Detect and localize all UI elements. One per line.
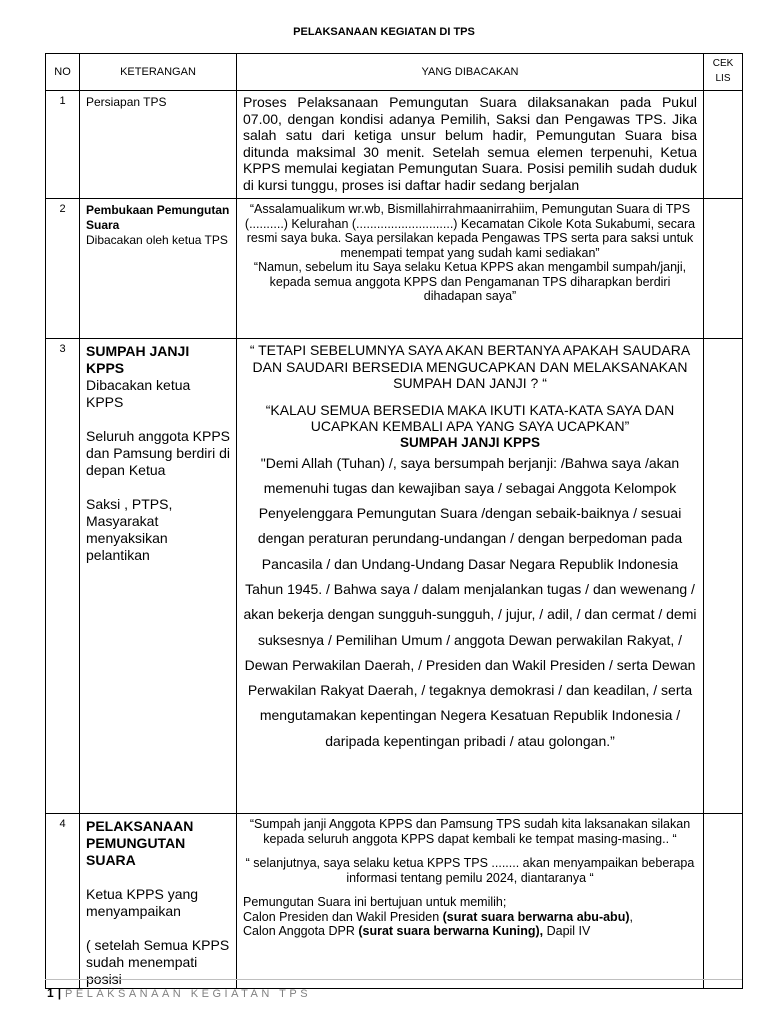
row-number: 2	[46, 199, 80, 339]
keterangan-line: Dibacakan ketua KPPS	[86, 377, 191, 410]
keterangan-line: Ketua KPPS yang menyampaikan	[86, 886, 199, 919]
question-text: “ TETAPI SEBELUMNYA SAYA AKAN BERTANYA APAKAH SAUDARA DAN SAUDARI BERSEDIA MENGUCAPKAN DAN MELAKSANAKAN SUMPAH DAN JANJI ? “	[249, 342, 691, 391]
keterangan-text: Persiapan TPS	[86, 95, 167, 109]
table-row	[46, 339, 743, 814]
table-row	[46, 91, 743, 199]
keterangan-line: Saksi , PTPS, Masyarakat menyaksikan pelantikan	[86, 496, 173, 563]
footer-separator: |	[57, 986, 62, 1000]
header-ceklis-line-2: LIS	[715, 73, 731, 84]
keterangan-heading: Pembukaan Pemungutan Suara	[86, 203, 230, 232]
keterangan-heading: SUMPAH JANJI KPPS	[86, 343, 190, 376]
ballot-color-note: (surat suara berwarna Kuning),	[358, 924, 544, 938]
reading-paragraph: “Assalamualikum wr.wb, Bismillahirrahmaanirrahiim, Pemungutan Suara di TPS (..........) Kelurahan (............................) Kecamatan Cikole Kota Sukabumi, secara resmi saya buka. Saya persilakan kepada Pengawas TPS serta para saksi untuk menempati tempat yang sudah kami sediakan”	[244, 202, 696, 260]
activity-table	[45, 53, 743, 989]
reading-paragraph: “Sumpah janji Anggota KPPS dan Pamsung TPS sudah kita laksanakan silakan kepada seluruh anggota KPPS dapat kembali ke tempat masing-masing.. “	[249, 817, 691, 846]
row-yang-dibacakan	[237, 814, 704, 989]
row-keterangan	[80, 814, 237, 989]
header-ceklis-line-1: CEK	[712, 58, 734, 69]
keterangan-heading: PELAKSANAAN PEMUNGUTAN SUARA	[86, 818, 194, 868]
header-yang-dibacakan: YANG DIBACAKAN	[237, 54, 704, 91]
reading-paragraph: Pemungutan Suara ini bertujuan untuk memilih;	[243, 895, 507, 909]
row-keterangan	[80, 199, 237, 339]
reading-text: Proses Pelaksanaan Pemungutan Suara dilaksanakan pada Pukul 07.00, dengan kondisi adanya Pemilih, Saksi dan Pengawas TPS. Jika salah satu dari ketiga unsur belum hadir, Pemungutan Suara bisa ditunda maksimal 30 menit. Setelah semua elemen terpenuhi, Ketua KPPS memulai kegiatan Pemungutan Suara. Posisi pemilih sudah duduk di kursi tunggu, proses isi daftar hadir sedang berjalan	[243, 94, 697, 193]
ballot-color-note: (surat suara berwarna abu-abu)	[442, 909, 630, 924]
row-keterangan	[80, 339, 237, 814]
ballot-line-president	[243, 910, 697, 925]
reading-paragraph: “ selanjutnya, saya selaku ketua KPPS TPS ........ akan menyampaikan beberapa informasi tentang pemilu 2024, diantaranya “	[245, 856, 695, 885]
row-keterangan	[80, 91, 237, 199]
keterangan-line: Seluruh anggota KPPS dan Pamsung berdiri di depan Ketua	[86, 428, 230, 478]
row-yang-dibacakan	[237, 339, 704, 814]
page-footer	[47, 986, 311, 1000]
keterangan-note: Dibacakan oleh ketua TPS	[86, 233, 228, 247]
header-no: NO	[46, 54, 80, 91]
row-yang-dibacakan	[237, 91, 704, 199]
header-ceklis	[704, 54, 743, 91]
row-number: 4	[46, 814, 80, 989]
oath-title: SUMPAH JANJI KPPS	[399, 434, 541, 450]
ballot-suffix: ,	[629, 909, 633, 924]
table-row	[46, 199, 743, 339]
row-yang-dibacakan	[237, 199, 704, 339]
checklist-cell[interactable]	[704, 199, 743, 339]
page-number: 1	[47, 986, 54, 1000]
page-title: PELAKSANAAN KEGIATAN DI TPS	[293, 26, 475, 38]
ballot-suffix: Dapil IV	[543, 924, 591, 938]
instruction-text: “KALAU SEMUA BERSEDIA MAKA IKUTI KATA-KATA SAYA DAN UCAPKAN KEMBALI APA YANG SAYA UCAPKAN”	[265, 401, 675, 434]
footer-divider	[45, 979, 742, 980]
footer-text: PELAKSANAAN KEGIATAN TPS	[65, 988, 312, 1000]
row-number: 3	[46, 339, 80, 814]
table-header-row	[46, 54, 743, 91]
ballot-label: Calon Anggota DPR	[243, 924, 359, 938]
keterangan-line: ( setelah Semua KPPS sudah menempati posisi	[86, 937, 230, 987]
table-row	[46, 814, 743, 989]
checklist-cell[interactable]	[704, 814, 743, 989]
header-keterangan: KETERANGAN	[80, 54, 237, 91]
checklist-cell[interactable]	[704, 91, 743, 199]
ballot-line-dpr	[243, 924, 697, 939]
row-number: 1	[46, 91, 80, 199]
oath-text: "Demi Allah (Tuhan) /, saya bersumpah berjanji: /Bahwa saya /akan memenuhi tugas dan kewajiban saya / sebagai Anggota Kelompok Penyelenggara Pemungutan Suara /dengan sebaik-baiknya / sesuai dengan peraturan perundang-undangan / dengan berpedoman pada Pancasila / dan Undang-Undang Dasar Negara Republik Indonesia Tahun 1945. / Bahwa saya / dalam menjalankan tugas / dan wewenang / akan bekerja dengan sungguh-sungguh, / jujur, / adil, / dan cermat / demi suksesnya / Pemilihan Umum / anggota Dewan perwakilan Rakyat, / Dewan Perwakilan Daerah, / Presiden dan Wakil Presiden / serta Dewan Perwakilan Rakyat Daerah, / tegaknya demokrasi / dan keadilan, / serta mengutamakan kepentingan Negera Kesatuan Republik Indonesia / daripada kepentingan pribadi / atau golongan.”	[243, 454, 697, 749]
reading-paragraph: “Namun, sebelum itu Saya selaku Ketua KPPS akan mengambil sumpah/janji, kepada semua anggota KPPS dan Pengamanan TPS diharapkan berdiri dihadapan saya”	[253, 260, 687, 303]
ballot-label: Calon Presiden dan Wakil Presiden	[243, 909, 443, 924]
checklist-cell[interactable]	[704, 339, 743, 814]
